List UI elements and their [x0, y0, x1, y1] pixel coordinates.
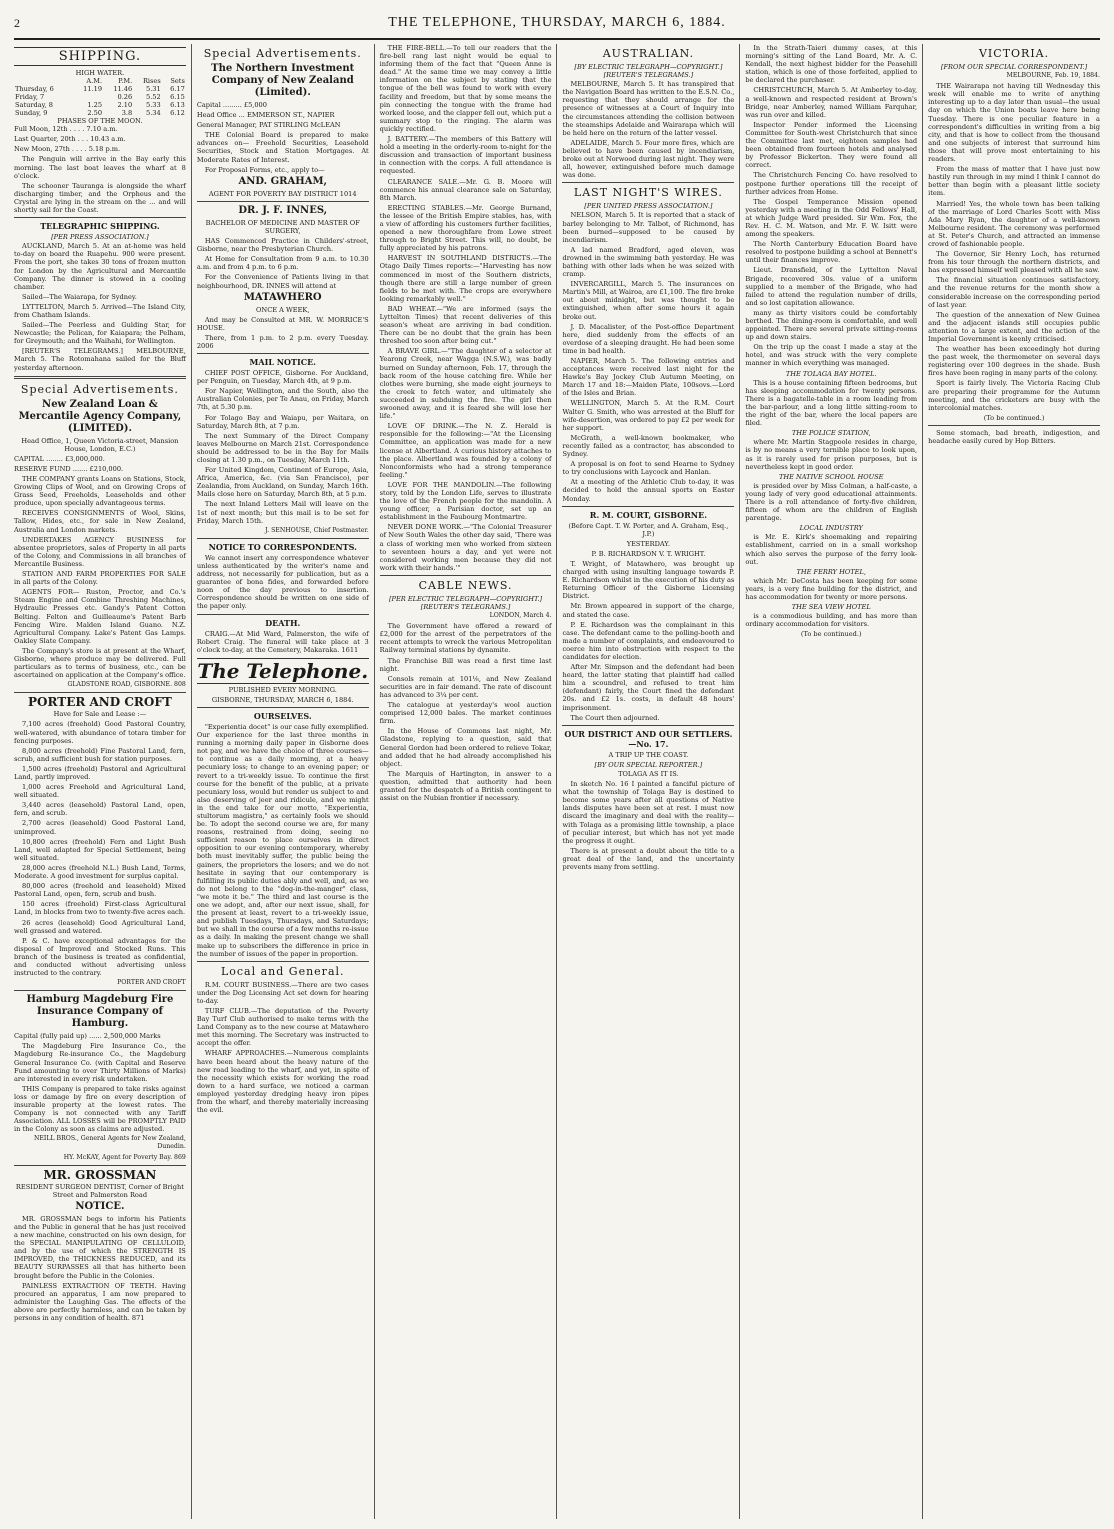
tide-am — [73, 93, 103, 101]
local-industry-paragraph: is Mr. E. Kirk's shoemaking and repairing establishment, carried on in a small workshop which also serves the purpose of the ferry look-out. — [745, 533, 918, 566]
wires-press-note: [PER UNITED PRESS ASSOCIATION.] — [584, 202, 713, 211]
police-station-paragraph: where Mr. Martin Stagpoole resides in charge, is by no means a very ternible place to look upon, as it is rarely used for prison purposes, but is nevertheless kept in good order. — [745, 438, 918, 471]
our-district-paragraph: There is at present a doubt about the title to a great deal of the land, and the uncertainty prevents many from settling. — [562, 846, 735, 871]
innes-title: DR. J. F. INNES, — [238, 204, 328, 216]
innes-paragraph: For the Convenience of Patients living in that neighbourhood, DR. INNES will attend at — [196, 273, 369, 290]
police-station-heading: THE POLICE STATION, — [791, 429, 871, 438]
column-3 — [374, 44, 557, 1519]
our-district-heading: OUR DISTRICT AND OUR SETTLERS.—No. 17. — [564, 728, 733, 749]
sea-view-hotel-heading: THE SEA VIEW HOTEL — [791, 603, 871, 612]
special-ads-heading: Special Advertisements. — [20, 382, 179, 396]
wires-paragraph: NELSON, March 5. It is reported that a stack of barley belonging to Mr. Talbot, of Richmond, has been burned—supposed to be caused by incendiarism. — [562, 211, 735, 244]
tide-pm: 3.8 — [121, 109, 133, 118]
porter-item: 1,500 acres (freehold) Pastoral and Agricultural Land, partly improved. — [14, 764, 186, 781]
hamburg-signature: HY. McKAY, Agent for Poverty Bay. 869 — [63, 1153, 186, 1161]
porter-croft-subtitle: Have for Sale and Lease :— — [53, 710, 147, 719]
correspondents-paragraph: We cannot insert any correspondence whatever unless authenticated by the writer's name and address, not necessarily for publication, but as a guarantee of bona fides, and forwarded before noon of the day previous to insertion. Correspondence should be written on one side of the paper only. — [196, 553, 369, 611]
porter-item: 2,700 acres (leasehold) Good Pastoral Land, unimproved. — [14, 819, 186, 836]
hamburg-ad-title: Hamburg Magdeburg Fire Insurance Company of Hamburg. — [26, 994, 174, 1030]
porter-item: 8,000 acres (freehold) Fine Pastoral Land, fern, scrub, and sufficient bush for station purposes. — [14, 746, 186, 763]
newspaper-columns — [14, 44, 1100, 1519]
ourselves-heading: OURSELVES. — [253, 710, 312, 721]
cable-news-heading: CABLE NEWS. — [418, 578, 513, 592]
local-paragraph: WHARF APPROACHES.—Numerous complaints have been heard about the heavy nature of the new road leading to the wharf, and yet, in spite of the necessity which exists for working the road down to a hard surface, we noticed a carman employed yesterday dredging heavy iron pipes from the wharf, and thereby materially increasing the evil. — [196, 1049, 369, 1115]
tide-rises: 5.31 — [146, 85, 161, 94]
tides-col-rises: Rises — [142, 77, 161, 86]
mail-paragraph: The next Inland Letters Mail will leave on the 1st of next month; but this mail is to be set for Friday, March 15th. — [196, 500, 369, 525]
porter-item: 28,000 acres (freehold N.L.) Bush Land, Terms, Moderate. A good investment for surplus capital. — [14, 863, 186, 881]
news-paragraph: The North Canterbury Education Board have resolved to postpone building a school at Bennett's until their finances improve. — [745, 240, 918, 265]
rm-court-paragraph: Mr. Brown appeared in support of the charge, and stated the case. — [562, 602, 735, 619]
last-nights-wires-heading: LAST NIGHT'S WIRES. — [573, 186, 723, 200]
wires-paragraph: A proposal is on foot to send Hearne to Sydney to try conclusions with Laycock and Hanlan. — [562, 460, 735, 477]
nti-paragraph: THE Colonial Board is prepared to make advances on— Freehold Securities, Leasehold Securities, Stock and Station Mortgages. At Moderate Rates of Interest. — [196, 131, 369, 164]
wires-paragraph: WELLINGTON, March 5. At the R.M. Court Walter G. Smith, who was arrested at the Bluff for wife-desertion, was ordered to pay £2 per week for her support. — [562, 399, 735, 432]
divider — [197, 538, 369, 539]
grossman-paragraph: MR. GROSSMAN begs to inform his Patients and the Public in general that he has just received a new machine, constructed on his own design, for the SPECIAL MANIPULATING OF CELLULOID, and by the use of which the STRENGTH IS IMPROVED, the THICKNESS REDUCED, and its BEAUTY SURPASSES all that has hitherto been brought before the Public in the Colonies. — [14, 1214, 186, 1280]
news-paragraph: In the Strath-Taieri dummy cases, at this morning's sitting of the Land Board, Mr. A. C. Kendall, the next highest bidder for the Peasehill station, which is one of those forfeited, applied to be declared the purchaser. — [745, 44, 918, 85]
mail-paragraph: For United Kingdom, Continent of Europe, Asia, Africa, America, &c. (via San Francisco), per Zealandia, from Auckland, on Sunday, March 16th. Mails close here on Saturday, March 8th, at 5 p.m. — [196, 466, 369, 499]
moon-line: Full Moon, 12th . . . . 7.10 a.m. — [14, 125, 118, 134]
news-paragraph: Lieut. Dransfield, of the Lyttelton Naval Brigade, recovered 30s. value of a uniform supplied to a member of the Brigade, who had failed to attend the regulation number of drills, and so lost capitation allowance. — [745, 266, 918, 307]
victoria-paragraph: The question of the annexation of New Guinea and the adjacent islands still occupies public attention to a large extent, and the action of the Imperial Government is keenly criticised. — [928, 310, 1100, 343]
grossman-subtitle: RESIDENT SURGEON DENTIST, Corner of Bright Street and Palmerston Road — [15, 1182, 184, 1199]
victoria-heading: VICTORIA. — [978, 47, 1050, 60]
local-general-heading: Local and General. — [220, 964, 345, 978]
wires-paragraph: J. D. Macalister, of the Post-office Department here, died suddenly from the effects of an overdose of a sleeping draught. He had been some time in bad health. — [562, 322, 735, 355]
victoria-dateline: MELBOURNE, Feb. 19, 1884. — [1006, 72, 1100, 80]
tide-am: 1.25 — [87, 101, 103, 110]
local-paragraph: ERECTING STABLES.—Mr. George Burnand, the lessee of the British Empire stables, has, with a view of affording his customers further facilities, opened a new thoroughfare from Lowe street through to Bright Street. This will, no doubt, be fully appreciated by his patrons. — [379, 203, 552, 253]
tides-table — [14, 77, 186, 117]
cable-dateline: LONDON, March 4. — [489, 612, 552, 620]
nzl-paragraph: UNDERTAKES AGENCY BUSINESS for absentee proprietors, sales of Property in all parts of the Colony, and Commissions in all branches of Mercantile Business. — [14, 535, 186, 568]
masthead — [14, 8, 1100, 40]
divider — [14, 990, 186, 991]
our-district-place: TOLAGA AS IT IS. — [618, 769, 679, 778]
nzl-paragraph: STATION AND FARM PROPERTIES FOR SALE in all parts of the Colony. — [14, 570, 186, 587]
nti-line: General Manager, PAT STIRLING McLEAN — [196, 121, 341, 130]
divider — [380, 575, 552, 576]
tide-day: Sunday, 9 — [15, 109, 48, 118]
rm-court-paragraph: The Court then adjourned. — [570, 713, 660, 722]
tide-rises: 5.33 — [146, 101, 161, 110]
tides-col-pm: P.M. — [118, 77, 133, 86]
mail-paragraph: CHIEF POST OFFICE, Gisborne. For Auckland, per Penguin, on Tuesday, March 4th, at 9 p.m. — [196, 369, 369, 386]
victoria-paragraph: The financial situation continues satisfactory, and the revenue returns for the month show a considerable increase on the corresponding period of last year. — [928, 276, 1100, 309]
porter-item: 7,100 acres (freehold) Good Pastoral Country, well-watered, with abundance of totara timber for fencing purposes. — [14, 720, 186, 745]
tides-heading: HIGH WATER. — [75, 69, 125, 77]
telegraphic-paragraph: AUCKLAND, March 5. At an at-home was held to-day on board the Ruapehu. 900 were present. From the port, she takes 30 tons of frozen mutton for London by the Agricultural and Mercantile Company. The dinner is stowed in a cooling chamber. — [14, 242, 186, 291]
cable-paragraph: The Marquis of Hartington, in answer to a question, admitted that authority had been granted for the despatch of a British contingent to assist on the Nubian frontier if necessary. — [379, 769, 552, 803]
nti-agent-sub: AGENT FOR POVERTY BAY DISTRICT 1014 — [208, 189, 357, 198]
victoria-press-note: [FROM OUR SPECIAL CORRESPONDENT.] — [940, 63, 1088, 71]
mail-paragraph: For Tolago Bay and Waiapu, per Waitara, on Saturday, March 8th, at 7 p.m. — [196, 413, 369, 430]
local-paragraph: J. BATTERY.—The members of this Battery will hold a meeting in the orderly-room to-night for the discussion and transaction of important business in connection with the corps. A full attendance is requested. — [379, 135, 552, 176]
telegraphic-paragraph: LYTTELTON, March 5. Arrived—The Island City, from Chatham Islands. — [14, 302, 186, 319]
native-school-paragraph: is presided over by Miss Colman, a half-caste, a young lady of very good educational attainments. There is a roll attendance of forty-five children, fifteen of whom are the children of English parentage. — [745, 481, 918, 523]
news-paragraph: Inspector Pender informed the Licensing Committee for South-west Christchurch that since the Committee last met, eighteen samples had been obtained from fourteen hotels and analysed by Professor Bickerton. They were found all correct. — [745, 120, 918, 170]
hamburg-paragraph: THIS Company is prepared to take risks against loss or damage by fire on every description of insurable property at the lowest rates. The Company is not connected with any Tariff Association. ALL LOSSES will be PROMPTLY PAID in the Colony as soon as claims are adjusted. — [14, 1084, 186, 1134]
rm-court-paragraph: After Mr. Simpson and the defendant had been heard, the latter stating that plaintiff had called him a scoundrel, and refused to treat him (defendant) fairly, the Court fined the defendant 20s. and £2 1s. costs, in default 48 hours' imprisonment. — [562, 663, 735, 712]
victoria-paragraph: Sport is fairly lively. The Victoria Racing Club are preparing their programme for the Autumn meeting, and the cricketers are busy with the intercolonial matches. — [928, 379, 1100, 412]
our-district-paragraph: In sketch No. 16 I painted a fanciful picture of what the township of Tolaga Bay is destined to become some years after all questions of Native lands disputes have been set at rest. I must now discard the imaginary and deal with the reality—with Tolaga as a promising little township, a place of peculiar interest, but which has not yet made the progress it ought. — [562, 780, 735, 845]
divider — [562, 182, 734, 183]
mail-paragraph: For Napier, Wellington, and the South, also the Australian Colonies, per Te Anau, on Friday, March 7th, at 5.30 p.m. — [196, 387, 369, 412]
moon-line: Last Quarter, 20th . . . 10.43 a.m. — [14, 135, 126, 144]
shipping-paragraph: The Penguin will arrive in the Bay early this morning. The last boat leaves the wharf at 8 o'clock. — [14, 155, 186, 180]
victoria-paragraph: The Governor, Sir Henry Loch, has returned from his tour through the northern districts, and has expressed himself well pleased with all he saw. — [928, 250, 1100, 275]
tides-col-sets: Sets — [170, 77, 185, 86]
innes-once: ONCE A WEEK, — [256, 305, 310, 314]
moon-heading: PHASES OF THE MOON. — [57, 117, 143, 126]
divider — [562, 506, 734, 507]
wires-paragraph: INVERCARGILL, March 5. The insurances on Martin's Mill, at Wairoa, are £1,100. The fire broke out about midnight, but was thought to be extinguished, when after some hours it again broke out. — [562, 280, 735, 321]
local-paragraph: BAD WHEAT.—"We are informed (says the Lyttelton Times) that recent deliveries of this season's wheat are arriving in bad condition. There can be no doubt that the grain has been threshed too soon after being cut." — [379, 304, 552, 346]
local-paragraph: LOVE FOR THE MANDOLIN.—The following story, told by the London Life, serves to illustrate the love of the French people for the mandolin. A young officer, a Parisian doctor, set up an establishment in the Faubourg Montmartre. — [379, 480, 552, 522]
divider — [14, 692, 186, 693]
tide-pm: 2.10 — [117, 101, 133, 110]
wires-paragraph: NAPIER, March 5. The following entries and acceptances were received last night for the Hawke's Bay Jockey Club Autumn Meeting, on March 17 and 18:—Maiden Plate, 100sovs.—Lord of the Isles and Brian. — [562, 357, 735, 398]
divider — [14, 376, 186, 379]
local-paragraph: LOVE OF DRINK.—The N. Z. Herald is responsible for the following:—"At the Licensing Committee, an application was made for a new license at Albertland. A curious history attaches to the place. Albertland was founded by a colony of Nonconformists who had a strong temperance feeling." — [379, 422, 552, 479]
telegraphic-paragraph: [REUTER'S TELEGRAMS.] MELBOURNE, March 5. The Rotomahana sailed for the Bluff yesterday afternoon. — [14, 347, 186, 372]
innes-paragraph: There, from 1 p.m. to 2 p.m. every Tuesday. 2006 — [196, 333, 369, 350]
tide-sets: 6.17 — [170, 85, 185, 94]
wires-paragraph: At a meeting of the Athletic Club to-day, it was decided to hold the annual sports on Easter Monday. — [562, 478, 735, 503]
porter-item: 1,000 acres Freehold and Agricultural Land, well situated. — [14, 783, 186, 800]
rm-court-day: YESTERDAY. — [626, 539, 671, 548]
shipping-heading: SHIPPING. — [14, 47, 186, 66]
tide-pm: 11.46 — [113, 85, 133, 94]
local-paragraph: THE FIRE-BELL.—To tell our readers that the fire-bell rang last night would be equal to informing them of the fact that "Queen Anne is dead." At the same time we may convey a little information on the subject by stating that the tongue of the bell was found to work with every facility and freedom, but that by some means the pin connecting the tongue with the frame had worked loose, and the clapper fell out, which put a summary stop to the ringing. The alarm was quickly rectified. — [379, 44, 552, 133]
rm-court-case: P. B. RICHARDSON V. T. WRIGHT. — [591, 549, 706, 558]
correspondents-heading: NOTICE TO CORRESPONDENTS. — [208, 541, 357, 552]
telegraphic-paragraph: Sailed—The Peerless and Gulding Star, for Newcastle; the Pelican, for Kaiapara; the Pelham, for Greymouth; and the Waihahi, for Wellington. — [14, 321, 186, 346]
column-4 — [556, 44, 739, 1519]
dateline: GISBORNE, THURSDAY, MARCH 6, 1884. — [211, 695, 354, 704]
tide-sets: 6.12 — [170, 109, 185, 118]
nzl-paragraph: RECEIVES CONSIGNMENTS of Wool, Skins, Tallow, Hides, etc., for sale in New Zealand, Australia and London markets. — [14, 509, 186, 534]
australian-paragraph: ADELAIDE, March 5. Four more fires, which are believed to have been caused by incendiarism, broke out at Norwood during last night. They were all, however, extinguished before much damage was done. — [562, 138, 735, 180]
tides-row — [14, 85, 186, 93]
tides-row — [14, 109, 186, 117]
divider — [197, 614, 369, 615]
nti-line: Capital ......... £5,000 — [196, 101, 267, 109]
tide-rises: 5.34 — [146, 109, 161, 118]
divider — [197, 353, 369, 354]
mail-paragraph: The next Summary of the Direct Company leaves Melbourne on March 21st. Correspondence should be addressed to be in the Bay for Mails closing at 1.30 p.m., on Tuesday, March 11th. — [196, 431, 369, 464]
column-6 — [922, 44, 1100, 1519]
tide-sets: 6.15 — [170, 93, 185, 102]
sea-view-hotel-paragraph: is a commodious building, and has more than ordinary accommodation for visitors. — [745, 612, 918, 629]
porter-item: 26 acres (leasehold) Good Agricultural Land, well grassed and watered. — [14, 918, 186, 935]
hamburg-paragraph: The Magdeburg Fire Insurance Co., the Magdeburg Re-insurance Co., the Magdeburg General Insurance Co. (with Capital and Reserve Fund amounting to over Thirty Millions of Marks) are interested in every risk undertaken. — [14, 1042, 186, 1083]
porter-croft-title: PORTER AND CROFT — [28, 695, 172, 710]
cable-paragraph: Consols remain at 101⅛, and New Zealand securities are in fair demand. The rate of discount has advanced to 3¼ per cent. — [379, 674, 552, 699]
rm-court-paragraph: P. E. Richardson was the complainant in this case. The defendant came to the polling-booth and made a number of complaints, and endeavoured to coerce him into obstruction with respect to the candidates for election. — [562, 620, 735, 661]
rm-court-heading: R. M. COURT, GISBORNE. — [589, 509, 707, 520]
ferry-hotel-paragraph: which Mr. DeCosta has been keeping for some years, is a very fine building for the district, and has accommodation for twenty or more persons. — [745, 576, 918, 601]
innes-paragraph: And may be Consulted at MR. W. MORRICE'S HOUSE. — [196, 315, 369, 332]
nzl-reserve: RESERVE FUND ....... £210,000. — [14, 464, 124, 473]
nti-agent-name: AND. GRAHAM, — [238, 175, 328, 187]
our-district-press-note: [BY OUR SPECIAL REPORTER.] — [594, 760, 703, 769]
cable-paragraph: The Franchise Bill was read a first time last night. — [379, 656, 552, 673]
hamburg-capital: Capital (fully paid up) ...... 2,500,000 Marks — [14, 1032, 161, 1041]
porter-note: P. & C. have exceptional advantages for the disposal of Improved and Stocked Runs. This branch of the business is treated as confidential, and conducted without advertising unless instructed to the contrary. — [14, 936, 186, 978]
tide-pm: 0.26 — [117, 93, 133, 102]
hamburg-signature: NEILL BROS., General Agents for New Zealand, Dunedin. — [34, 1135, 186, 1151]
innes-place: MATAWHERO — [243, 291, 322, 303]
australian-paragraph: MELBOURNE, March 5. It has transpired that the Navigation Board has written to the E.S.N. Co., requesting that they should arrange for the presence of witnesses at a Court of Inquiry into the circumstances attending the collision between the steamships Adelaide and Wairarapa which will be held here on the return of the latter vessel. — [562, 80, 735, 137]
telegraphic-paragraph: Sailed—The Waiarapa, for Sydney. — [22, 292, 137, 301]
local-industry-heading: LOCAL INDUSTRY — [799, 524, 863, 533]
victoria-paragraph: From the mass of matter that I have just now hastily run through in my mind I think I cannot do better than begin with a pleasant little society item. — [928, 165, 1100, 198]
cable-paragraph: The Government have offered a reward of £2,000 for the arrest of the perpetrators of the recent attempts to wreck the various Metropolitan Railway terminal stations by dynamite. — [379, 622, 552, 655]
local-paragraph: A BRAVE GIRL.—"The daughter of a selector at Yearong Creek, near Wagga (N.S.W.), was badly burned on Sunday afternoon, Feb. 17, through the back room of the house catching fire. While her clothes were burning, she made eight journeys to the creek to fetch water, and ultimately she succeeded in subduing the fire. The girl then swooned away, and it is feared she will lose her life." — [379, 347, 552, 421]
tide-am: 2.50 — [87, 109, 103, 118]
tide-am: 11.19 — [83, 85, 103, 94]
tide-rises: 5.52 — [146, 93, 161, 102]
nzl-capital: CAPITAL ........ £3,000,000. — [14, 454, 105, 463]
local-paragraph: R.M. COURT BUSINESS.—There are two cases under the Dog Licensing Act set down for hearing to-day. — [196, 980, 369, 1005]
tides-col-am: A.M. — [86, 77, 103, 86]
news-paragraph: On the trip up the coast I made a stay at the hotel, and was struck with the very complete manner in which everything was managed. — [745, 343, 918, 368]
porter-item: 10,800 acres (freehold) Fern and Light Bush Land, well adapted for Special Settlement, being well situated. — [14, 837, 186, 862]
nti-paragraph: For Proposal Forms, etc., apply to— — [204, 165, 325, 174]
tide-day: Thursday, 6 — [15, 85, 54, 94]
native-school-heading: THE NATIVE SCHOOL HOUSE — [778, 472, 884, 481]
tide-day: Friday, 7 — [15, 93, 45, 102]
innes-subtitle: BACHELOR OF MEDICINE AND MASTER OF SURGERY, — [205, 218, 360, 235]
to-be-continued: (To be continued.) — [983, 413, 1045, 422]
nzl-office: Head Office, 1, Queen Victoria-street, Mansion House, London, E.C.) — [21, 436, 179, 453]
to-be-continued: (To be continued.) — [800, 630, 862, 639]
newspaper-logo: The Telephone. — [197, 658, 369, 683]
divider — [14, 217, 186, 218]
wires-paragraph: McGrath, a well-known bookmaker, who recently failed as a contractor, has absconded to Sydney. — [562, 433, 735, 459]
cable-press-note: [PER ELECTRIC TELEGRAPH—COPYRIGHT.] [REUTER'S TELEGRAMS.] — [388, 594, 543, 611]
tide-sets: 6.13 — [170, 101, 185, 110]
victoria-paragraph: Married! Yes, the whole town has been talking of the marriage of Lord Charles Scott with Miss Ada Mary Ryan, the daughter of a well-known Melbourne resident. The ceremony was performed at St. Peter's Church, and attracted an immense crowd of fashionable people. — [928, 199, 1100, 248]
innes-paragraph: HAS Commenced Practice in Childers'-street, Gisborne, near the Presbyterian Church. — [196, 237, 369, 254]
porter-item: 3,440 acres (leasehold) Pastoral Land, open, fern, and scrub. — [14, 801, 186, 818]
page-number: 2 — [14, 16, 21, 30]
local-paragraph: CLEARANCE SALE.—Mr. G. B. Moore will commence his annual clearance sale on Saturday, 8th March. — [379, 177, 552, 202]
tide-day: Saturday, 8 — [15, 101, 53, 110]
grossman-title: MR. GROSSMAN — [43, 1167, 157, 1182]
porter-item: 80,000 acres (freehold and leasehold) Mixed Pastoral Land, open, fern, scrub and bush. — [14, 882, 186, 899]
australian-press-note: [BY ELECTRIC TELEGRAPH—COPYRIGHT.] [REUTER'S TELEGRAMS.] — [574, 63, 723, 80]
tides-row — [14, 101, 186, 109]
porter-signature: PORTER AND CROFT — [117, 979, 186, 987]
telegraphic-heading: TELEGRAPHIC SHIPPING. — [40, 221, 160, 232]
ferry-hotel-heading: THE FERRY HOTEL, — [796, 567, 866, 576]
grossman-notice: NOTICE. — [75, 1200, 125, 1212]
divider — [562, 725, 734, 726]
cable-paragraph: In the House of Commons last night, Mr. Gladstone, replying to a question, said that General Gordon had been ordered to relieve Tokar, and added that he had already accomplished his object. — [379, 727, 552, 768]
moon-line: New Moon, 27th . . . . 5.18 p.m. — [14, 145, 121, 154]
local-paragraph: TURF CLUB.—The deputation of the Poverty Bay Turf Club authorised to make terms with the Land Company as to the new course at Matawhero met this morning. The Secretary was instructed to accept the offer. — [196, 1006, 369, 1048]
masthead-title: THE TELEPHONE, THURSDAY, MARCH 6, 1884. — [388, 15, 726, 30]
nzl-paragraph: The Company's store is at present at the Wharf, Gisborne, where produce may be delivered. Full particulars as to terms of business, etc., can be ascertained on application at the Company's office. — [14, 646, 186, 680]
ourselves-paragraph: "Experientia docet" is our case fully exemplified. Our experience for the last three months in running a morning daily paper in Gisborne does not pay, and we have the choice of three courses—to continue as a daily morning, at a heavy pecuniary loss; to change to an evening paper; or revert to a tri-weekly issue. To continue the first course for the benefit of the public, at a private pecuniary loss, would but render us subject to and also deserving of jeer and ridicule, and we might in the end take for our motto, "Experientia, stultorum magistra," as certainly fools we should be. To adopt the second course we are, for many reasons, restrained from doing, seeing no sufficient reason to place ourselves in direct opposition to our evening contemporary, whereby both must inevitably suffer, the public being the gainers, the proprietors the losers; and we do not hesitate in saying that our contemporary is fulfilling its public duties ably and well, and, as we do not belong to the "dog-in-the-manger" class, "we mote it be." The third and last course is the one we adopt, and, after our next issue, shall, for the present at least, revert to a tri-weekly issue, and publish Tuesdays, Thursdays, and Saturdays; but we shall in the course of a few months re-issue as a daily. In making the present change we shall make up to subscribers the difference in price in the number of issues of the paper in proportion. — [196, 722, 369, 958]
death-paragraph: CRAIG.—At Mid Ward, Palmerston, the wife of Robert Craig. The funeral will take place at 3 o'clock to-day, at the Cemetery, Makaraka. 1611 — [196, 629, 369, 654]
mail-heading: MAIL NOTICE. — [249, 357, 316, 368]
press-association-note: [PER PRESS ASSOCIATION.] — [51, 233, 149, 242]
wires-paragraph: A lad named Bradford, aged eleven, was drowned in the swimming bath yesterday. He was bathing with other lads when he was seized with cramp. — [562, 245, 735, 279]
australian-heading: AUSTRALIAN. — [602, 47, 695, 60]
divider — [928, 425, 1100, 426]
our-district-subtitle: A TRIP UP THE COAST. — [608, 750, 689, 759]
column-2 — [191, 44, 374, 1519]
nzl-paragraph: THE COMPANY grants Loans on Stations, Stock, Growing Clips of Wool, and on Growing Crops of Grass Seed, Freeholds, Leaseholds and other produce, upon specially advantageous terms. — [14, 475, 186, 508]
tides-header-row — [14, 77, 186, 85]
mail-signature: J. SENHOUSE, Chief Postmaster. — [265, 526, 369, 534]
column-5 — [739, 44, 922, 1519]
column-1 — [14, 44, 191, 1519]
news-paragraph: The Gospel Temperance Mission opened yesterday with a meeting in the Odd Fellows' Hall, at which Judge Ward presided. Sir Wm. Fox, the Rev. H. C. M. Watson, and Mr. F. W. Isitt were among the speakers. — [745, 197, 918, 239]
cable-paragraph: The catalogue at yesterday's wool auction comprised 12,000 bales. The market continues firm. — [379, 701, 552, 726]
nzl-signature: GLADSTONE ROAD, GISBORNE. 808 — [67, 681, 186, 689]
local-paragraph: NEVER DONE WORK.—"The Colonial Treasurer of New South Wales the other day said, 'There was a class of working men who worked from sixteen to seventeen hours a day, and yet were not considered working men because they did not work with their hands.'" — [379, 523, 552, 572]
rm-court-subtitle: (Before Capt. T. W. Porter, and A. Graham, Esq., J.P.) — [568, 521, 729, 538]
nzl-paragraph: AGENTS FOR— Ruston, Proctor, and Co.'s Steam Engine and Combine Threshing Machines, Hydraulic Presses etc. Gandy's Patent Cotton Belting. Felton and Guilleaume's Patent Barb Fencing Wire. Malden Island Guano. N.Z. Agricultural Company. Lake's Patent Gas Lamps. Oakley Slate Company. — [14, 588, 186, 645]
published-line: PUBLISHED EVERY MORNING. — [228, 685, 337, 694]
death-heading: DEATH. — [265, 617, 301, 628]
news-paragraph: The Christchurch Fencing Co. have resolved to postpone further operations till the receipt of further advices from Home. — [745, 171, 918, 196]
victoria-paragraph: The weather has been exceedingly hot during the past week, the thermometer on several days registering over 100 degrees in the shade. Bush fires have been raging in many parts of the colony. — [928, 345, 1100, 378]
nzl-ad-title: New Zealand Loan & Mercantile Agency Company, (LIMITED). — [18, 398, 182, 434]
divider — [197, 201, 369, 202]
tolaga-hotel-paragraph: This is a house containing fifteen bedrooms, but has sleeping accommodation for twenty persons. There is a bagatelle-table in a room leading from the bar-parlour, and a long little sitting-room to the right of the bar, where the local papers are filed. — [745, 378, 918, 428]
divider — [197, 707, 369, 708]
rm-court-paragraph: T. Wright, of Matawhero, was brought up charged with using insulting language towards P. E. Richardson whilst in the execution of his duty as Returning Officer of the Gisborne Licensing District. — [562, 559, 735, 601]
advert-paragraph: Some stomach, bad breath, indigestion, and headache easily cured by Hop Bitters. — [928, 428, 1100, 446]
tides-row — [14, 93, 186, 101]
divider — [197, 961, 369, 962]
news-paragraph: many as thirty visitors could be comfortably berthed. The dining-room is comfortable, and well appointed. There are several private sitting-rooms up and down stairs. — [745, 308, 918, 342]
grossman-paragraph: PAINLESS EXTRACTION OF TEETH. Having procured an apparatus, I am now prepared to administer the Laughing Gas. The effects of the above are perfectly harmless, and can be taken by persons in any condition of health. 871 — [14, 1281, 186, 1322]
nti-ad-title: The Northern Investment Company of New Zealand (Limited). — [211, 63, 355, 98]
victoria-paragraph: THE Wairarapa not having till Wednesday this week will enable me to write of anything interesting up to a day later than usual—the usual day on which the Union boats leave here being Tuesday. There is one peculiar feature in a correspondent's difficulties in writing from a big city, and that is how to collect from the thousand and one subjects of interest that surround him those that will prove most entertaining to his readers. — [928, 82, 1100, 164]
special-ads-heading: Special Advertisements. — [203, 47, 362, 60]
porter-item: 150 acres (freehold) First-class Agricultural Land, in blocks from two to twenty-five acres each. — [14, 900, 186, 917]
local-paragraph: HARVEST IN SOUTHLAND DISTRICTS.—The Otago Daily Times reports:—"Harvesting has now commenced in most of the Southern districts, though there are still a large number of green fields to be met with. The crops are everywhere looking remarkably well." — [379, 254, 552, 303]
shipping-paragraph: The schooner Tauranga is alongside the wharf discharging timber, and the Orpheus and the Crystal are lying in the stream on the ... and will shortly sail for the Coast. — [14, 181, 186, 215]
tolaga-hotel-heading: THE TOLAGA BAY HOTEL. — [785, 369, 877, 378]
divider — [14, 1165, 186, 1166]
news-paragraph: CHRISTCHURCH, March 5. At Amberley to-day, a well-known and respected resident at Brown's Bridge, near Amberley, named William Farquhar, was run over and killed. — [745, 86, 918, 119]
nti-line: Head Office ... EMMERSON ST., NAPIER — [196, 111, 335, 120]
innes-paragraph: At Home for Consultation from 9 a.m. to 10.30 a.m. and from 4 p.m. to 6 p.m. — [196, 255, 369, 272]
